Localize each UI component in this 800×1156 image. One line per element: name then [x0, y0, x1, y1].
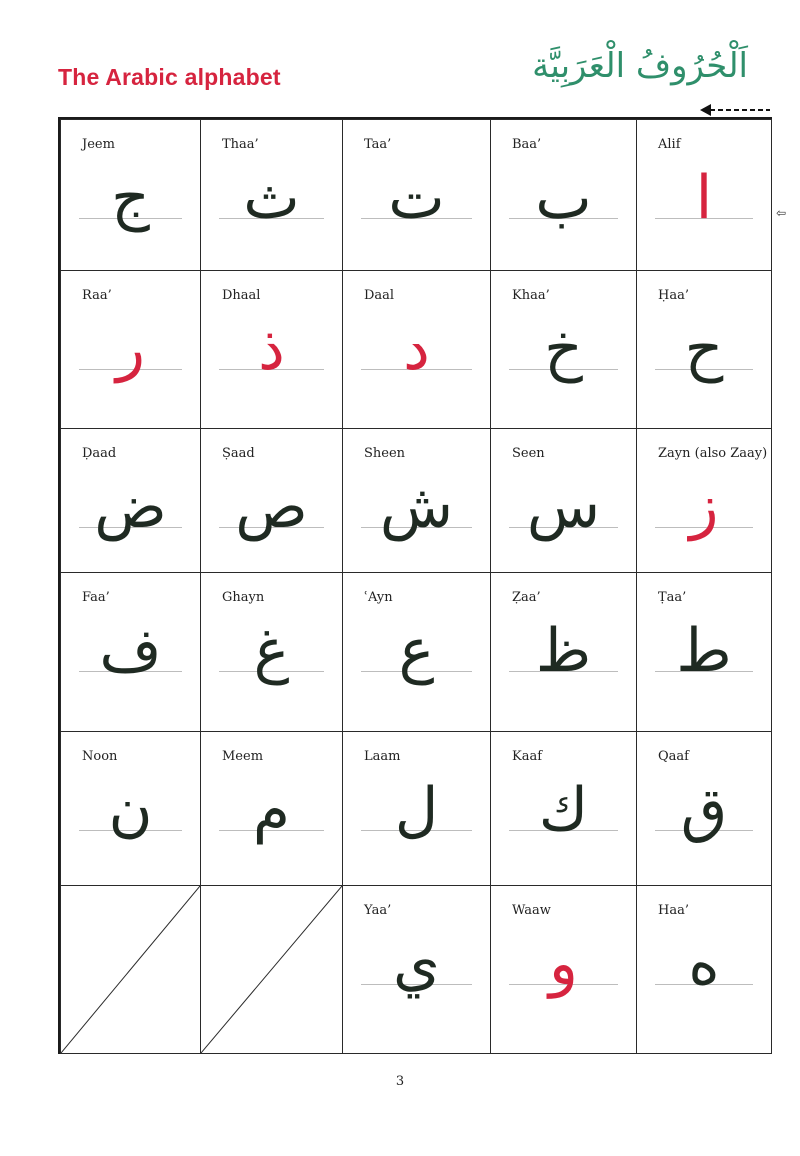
letter-cell: [342, 572, 491, 732]
letter-cell: [342, 885, 491, 1054]
letter-name: Ghayn: [222, 590, 265, 605]
arabic-letter: د: [403, 314, 430, 384]
arabic-letter: ع: [398, 616, 435, 686]
letter-cell: [636, 731, 772, 886]
letter-cell: [490, 885, 637, 1054]
letter-cell: [200, 731, 343, 886]
letter-name: Daal: [364, 288, 395, 303]
letter-cell: [490, 731, 637, 886]
letter-name: Zayn (also Zaay): [658, 446, 768, 461]
letter-name: Ḍaad: [82, 446, 117, 461]
letter-cell: [60, 119, 201, 271]
letter-cell: [636, 270, 772, 429]
arabic-letter: خ: [544, 314, 583, 384]
letter-cell: [200, 270, 343, 429]
letter-name: Waaw: [512, 903, 551, 918]
letter-name: Haa’: [658, 903, 689, 918]
letter-name: Alif: [658, 137, 681, 152]
arabic-letter: ك: [538, 775, 589, 845]
arabic-letter: ن: [108, 775, 153, 845]
letter-cell: [636, 428, 772, 573]
arabic-letter: ز: [689, 472, 719, 542]
letter-name: Ḥaa’: [658, 288, 689, 303]
arabic-letter: ظ: [535, 616, 592, 686]
arabic-letter: ث: [243, 163, 300, 233]
letter-name: Taa’: [364, 137, 392, 152]
letter-cell: [60, 428, 201, 573]
letter-name: Faa’: [82, 590, 110, 605]
letter-name: Dhaal: [222, 288, 261, 303]
arabic-title: اَلْحُرُوفُ الْعَرَبِيَّة: [532, 46, 748, 86]
arabic-letter: ل: [394, 775, 439, 845]
page-number: 3: [395, 1074, 405, 1089]
arabic-letter: ط: [676, 616, 732, 686]
letter-cell: [342, 270, 491, 429]
letter-cell: [60, 270, 201, 429]
arabic-letter: ف: [99, 616, 162, 686]
blank-cell: [60, 885, 201, 1054]
letter-name: Ṭaa’: [658, 590, 687, 605]
letter-name: Thaa’: [222, 137, 259, 152]
page-title: The Arabic alphabet: [58, 64, 281, 90]
letter-cell: [342, 119, 491, 271]
arabic-letter: ا: [695, 163, 713, 233]
letter-name: Noon: [82, 749, 118, 764]
letter-name: Laam: [364, 749, 401, 764]
diagonal-strike: [61, 886, 200, 1053]
reading-direction-arrow-icon: [700, 103, 770, 117]
letter-name: Kaaf: [512, 749, 543, 764]
letter-name: Seen: [512, 446, 545, 461]
letter-cell: [200, 428, 343, 573]
letter-cell: [636, 885, 772, 1054]
letter-name: Ṣaad: [222, 446, 255, 461]
alphabet-grid: [58, 117, 772, 1054]
letter-name: ʿAyn: [364, 590, 393, 605]
arabic-letter: ي: [393, 929, 440, 999]
arabic-letter: س: [526, 472, 601, 542]
letter-name: Khaa’: [512, 288, 550, 303]
arabic-letter: ت: [388, 163, 445, 233]
letter-cell: [636, 572, 772, 732]
letter-cell: [490, 119, 637, 271]
arabic-letter: ق: [680, 775, 728, 845]
letter-name: Qaaf: [658, 749, 689, 764]
letter-name: Baa’: [512, 137, 542, 152]
arabic-letter: غ: [253, 616, 290, 686]
letter-cell: [60, 731, 201, 886]
letter-cell: [60, 572, 201, 732]
arabic-letter: و: [549, 929, 578, 999]
letter-cell: [490, 270, 637, 429]
arabic-letter: ض: [94, 472, 167, 542]
letter-cell: [490, 572, 637, 732]
letter-name: Meem: [222, 749, 264, 764]
blank-cell: [200, 885, 343, 1054]
letter-cell: [342, 428, 491, 573]
arabic-letter: ب: [535, 163, 592, 233]
letter-name: Raa’: [82, 288, 112, 303]
letter-cell: [200, 119, 343, 271]
arabic-letter: ذ: [258, 314, 285, 384]
letter-cell: [200, 572, 343, 732]
arabic-letter: ح: [684, 314, 724, 384]
arabic-letter: ه: [688, 929, 720, 999]
letter-cell: [636, 119, 772, 271]
side-arrow-icon: ⇦: [776, 206, 787, 220]
letter-name: Jeem: [82, 137, 115, 152]
arabic-letter: ص: [235, 472, 308, 542]
arabic-letter: ج: [111, 163, 150, 233]
arabic-letter: ش: [379, 472, 454, 542]
letter-cell: [490, 428, 637, 573]
letter-name: Yaa’: [364, 903, 392, 918]
arabic-letter: م: [252, 775, 291, 845]
diagonal-strike: [201, 886, 342, 1053]
letter-cell: [342, 731, 491, 886]
letter-name: Sheen: [364, 446, 406, 461]
arabic-letter: ر: [116, 314, 145, 384]
letter-name: Ẓaa’: [512, 590, 541, 605]
